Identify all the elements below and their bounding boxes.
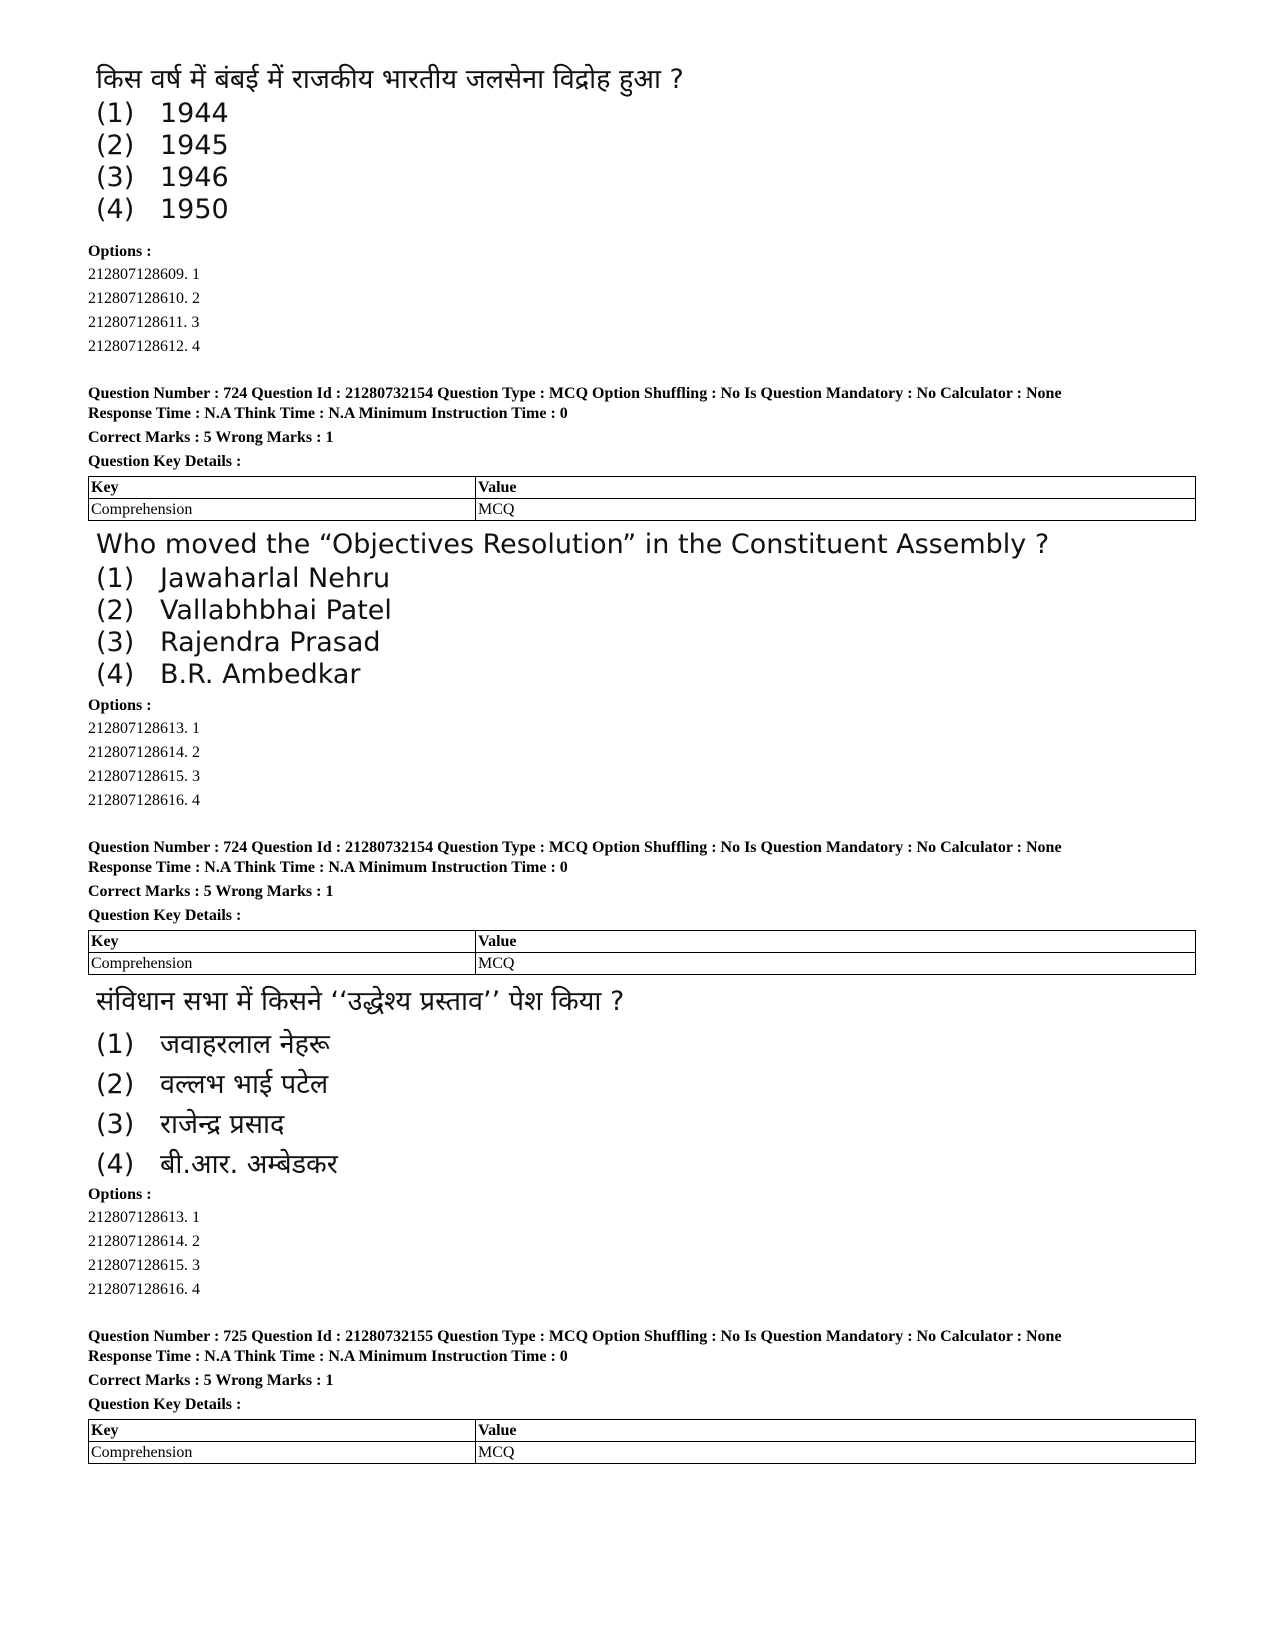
option-text: राजेन्द्र प्रसाद [160, 1109, 285, 1140]
option-number: (1) [96, 98, 135, 129]
options-label: Options : [88, 243, 152, 260]
question-key-table [88, 930, 1196, 975]
option-number: (2) [96, 595, 135, 626]
option-id: 212807128613. 1 [88, 1209, 200, 1226]
question-stem: संविधान सभा में किसने ‘‘उद्धेश्य प्रस्ताव’’ पेश किया ? [96, 986, 625, 1017]
table-cell-value: MCQ [476, 953, 1196, 975]
question-hindi-prev [96, 62, 684, 226]
question-option [96, 130, 684, 162]
option-text: 1945 [160, 130, 229, 161]
key-details-label: Question Key Details : [88, 1396, 242, 1413]
question-option [96, 595, 1049, 627]
option-id: 212807128612. 4 [88, 338, 200, 355]
option-id: 212807128613. 1 [88, 720, 200, 737]
table-header-value: Value [476, 931, 1196, 953]
meta-line-1: Question Number : 724 Question Id : 21280732154 Question Type : MCQ Option Shuffling : No Is Question Mandatory : No Calculator : None [88, 385, 1062, 402]
question-option [96, 1020, 624, 1064]
option-text: जवाहरलाल नेहरू [160, 1029, 330, 1060]
options-label: Options : [88, 1186, 152, 1203]
options-label: Options : [88, 697, 152, 714]
question-stem: किस वर्ष में बंबई में राजकीय भारतीय जलसेना विद्रोह हुआ ? [96, 64, 684, 95]
question-key-table [88, 1419, 1196, 1464]
question-option [96, 98, 684, 130]
option-text: बी.आर. अम्बेडकर [160, 1149, 338, 1180]
meta-line-2: Response Time : N.A Think Time : N.A Minimum Instruction Time : 0 [88, 1348, 568, 1365]
marks-line: Correct Marks : 5 Wrong Marks : 1 [88, 1372, 334, 1389]
option-id: 212807128615. 3 [88, 768, 200, 785]
option-number: (4) [96, 1149, 135, 1180]
option-number: (2) [96, 130, 135, 161]
options-list [88, 694, 1188, 813]
option-text: 1946 [160, 162, 229, 193]
option-id: 212807128609. 1 [88, 266, 200, 283]
option-text: 1950 [160, 194, 229, 225]
meta-line-2: Response Time : N.A Think Time : N.A Minimum Instruction Time : 0 [88, 859, 568, 876]
option-number: (2) [96, 1069, 135, 1100]
question-option [96, 1064, 624, 1104]
question-option [96, 627, 1049, 659]
question-english [96, 527, 1049, 691]
question-option [96, 1144, 624, 1184]
meta-line-1: Question Number : 724 Question Id : 21280732154 Question Type : MCQ Option Shuffling : No Is Question Mandatory : No Calculator : None [88, 839, 1062, 856]
table-header-value: Value [476, 1420, 1196, 1442]
option-text: 1944 [160, 98, 229, 129]
option-number: (3) [96, 1109, 135, 1140]
table-header-key: Key [89, 1420, 476, 1442]
option-text: Vallabhbhai Patel [160, 595, 392, 626]
table-cell-value: MCQ [476, 499, 1196, 521]
option-text: B.R. Ambedkar [160, 659, 361, 690]
marks-line: Correct Marks : 5 Wrong Marks : 1 [88, 429, 334, 446]
option-text: Jawaharlal Nehru [160, 563, 391, 594]
option-id: 212807128615. 3 [88, 1257, 200, 1274]
option-id: 212807128614. 2 [88, 744, 200, 761]
marks-line: Correct Marks : 5 Wrong Marks : 1 [88, 883, 334, 900]
option-number: (4) [96, 659, 135, 690]
question-hindi [96, 984, 624, 1184]
option-id: 212807128616. 4 [88, 1281, 200, 1298]
option-id: 212807128614. 2 [88, 1233, 200, 1250]
question-meta [88, 838, 1198, 926]
options-list [88, 240, 1188, 359]
question-stem: Who moved the “Objectives Resolution” in the Constituent Assembly ? [96, 529, 1050, 560]
table-cell-key: Comprehension [89, 1442, 476, 1464]
option-text: वल्लभ भाई पटेल [160, 1069, 329, 1100]
meta-line-1: Question Number : 725 Question Id : 21280732155 Question Type : MCQ Option Shuffling : No Is Question Mandatory : No Calculator : None [88, 1328, 1062, 1345]
table-header-key: Key [89, 931, 476, 953]
option-id: 212807128611. 3 [88, 314, 200, 331]
option-number: (1) [96, 563, 135, 594]
options-list [88, 1183, 1188, 1302]
option-id: 212807128616. 4 [88, 792, 200, 809]
table-cell-key: Comprehension [89, 499, 476, 521]
key-details-label: Question Key Details : [88, 453, 242, 470]
table-header-value: Value [476, 477, 1196, 499]
question-option [96, 162, 684, 194]
option-number: (1) [96, 1029, 135, 1060]
option-id: 212807128610. 2 [88, 290, 200, 307]
meta-line-2: Response Time : N.A Think Time : N.A Minimum Instruction Time : 0 [88, 405, 568, 422]
table-header-key: Key [89, 477, 476, 499]
option-number: (3) [96, 162, 135, 193]
question-option [96, 563, 1049, 595]
question-option [96, 1104, 624, 1144]
key-details-label: Question Key Details : [88, 907, 242, 924]
question-option [96, 194, 684, 226]
table-cell-key: Comprehension [89, 953, 476, 975]
option-text: Rajendra Prasad [160, 627, 381, 658]
question-option [96, 659, 1049, 691]
question-meta [88, 384, 1198, 472]
option-number: (4) [96, 194, 135, 225]
question-meta [88, 1327, 1198, 1415]
option-number: (3) [96, 627, 135, 658]
table-cell-value: MCQ [476, 1442, 1196, 1464]
question-key-table [88, 476, 1196, 521]
